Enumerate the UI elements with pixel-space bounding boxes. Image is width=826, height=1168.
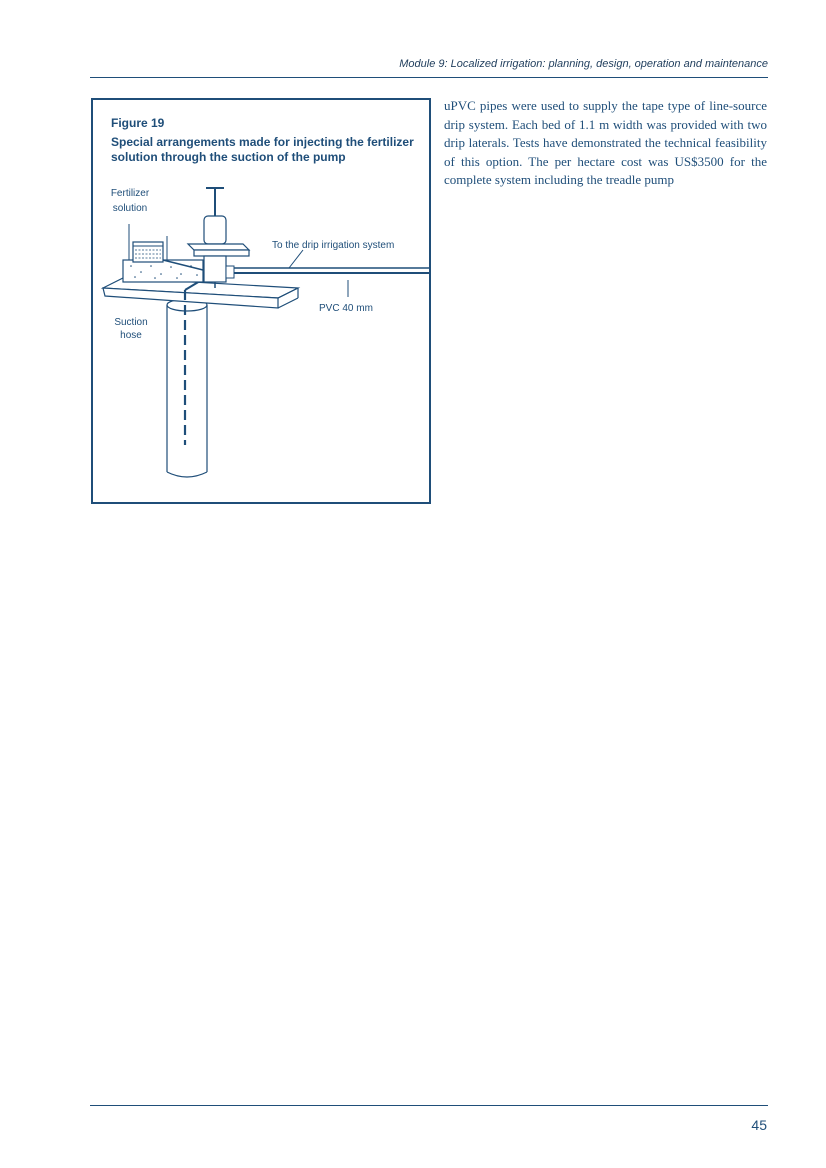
footer-rule bbox=[90, 1105, 768, 1106]
suction-label-line2: hose bbox=[120, 330, 142, 341]
well-casing bbox=[167, 299, 207, 477]
fertilizer-label-line1: Fertilizer bbox=[110, 188, 150, 199]
suction-label-line1: Suction bbox=[114, 317, 148, 328]
body-paragraph: uPVC pipes were used to supply the tape type of line-source drip system. Each bed of 1.1 m width was provided with two drip laterals. Tests have demonstrated the technical feasibility of this option. The per hectare cost was US$3500 for the complete system including the treadle pump bbox=[444, 98, 767, 187]
drip-system-label: To the drip irrigation system bbox=[272, 240, 395, 251]
figure-title: Special arrangements made for injecting the fertilizer solution through the suction of the pump bbox=[111, 135, 414, 164]
fertilizer-container bbox=[123, 224, 203, 282]
header-rule bbox=[90, 77, 768, 78]
running-header: Module 9: Localized irrigation: planning, design, operation and maintenance bbox=[399, 58, 768, 70]
figure-label: Figure 19 bbox=[111, 116, 165, 130]
page-number: 45 bbox=[751, 1117, 767, 1133]
pvc-pipe bbox=[226, 266, 429, 278]
figure-box bbox=[91, 98, 431, 504]
fertilizer-label-line2: solution bbox=[112, 203, 148, 214]
pvc-label: PVC 40 mm bbox=[319, 303, 373, 314]
